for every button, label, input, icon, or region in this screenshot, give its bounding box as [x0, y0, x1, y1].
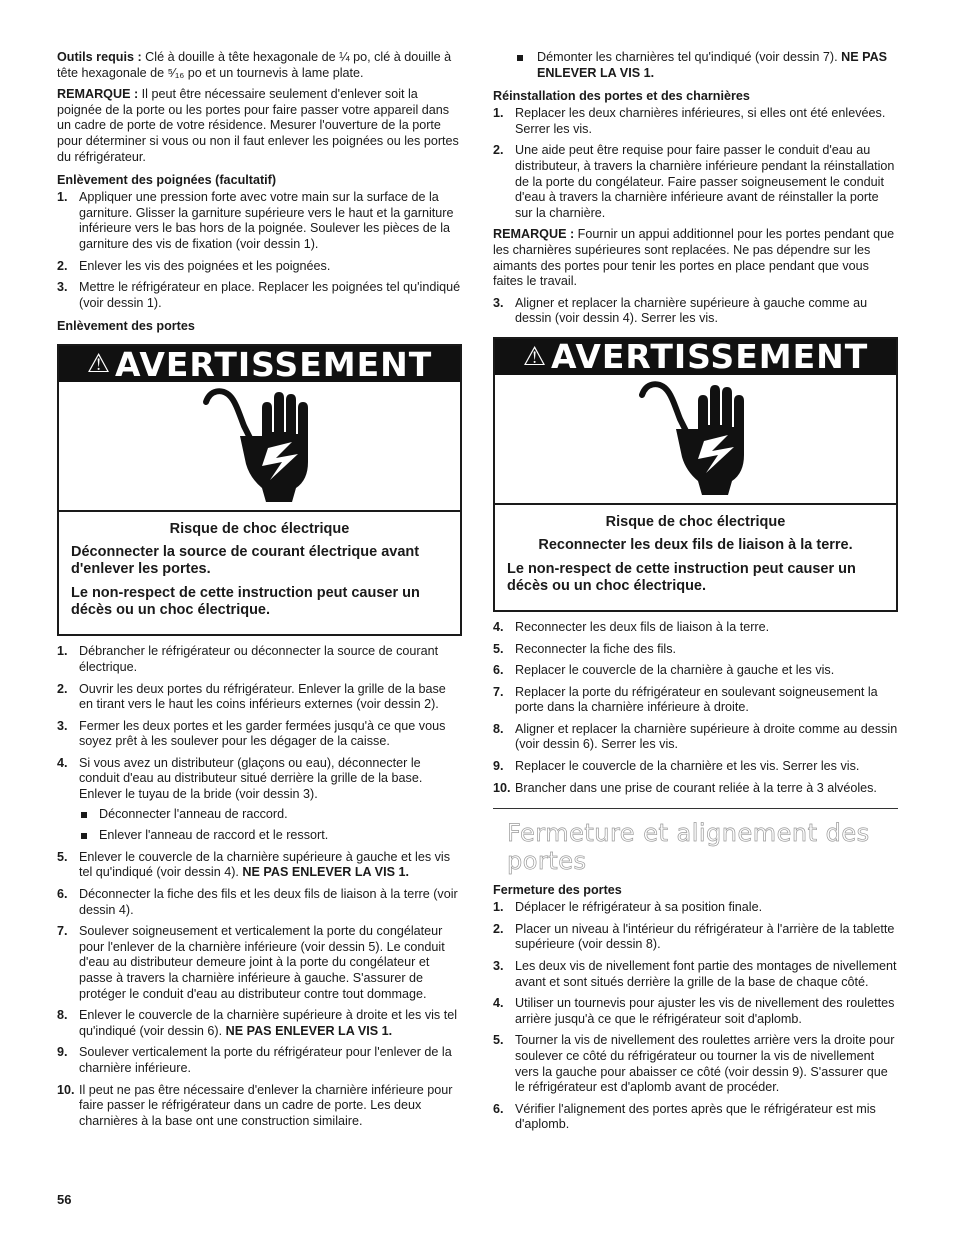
- list-item: [57, 924, 462, 1002]
- note-paragraph: [57, 87, 462, 165]
- step-number: 6.: [57, 887, 68, 902]
- step-text: Reconnecter les deux fils de liaison à la terre.: [515, 619, 770, 634]
- section-title: Fermeture et alignement des portes: [507, 819, 870, 876]
- step-number: 7.: [57, 924, 68, 939]
- list-item: [57, 887, 462, 918]
- step-number: 9.: [57, 1045, 68, 1060]
- list-item: [493, 922, 898, 953]
- step-text: Aligner et replacer la charnière supérieure à gauche comme au dessin (voir dessin 4). Serrer les vis.: [515, 295, 868, 326]
- note-label: REMARQUE :: [493, 227, 575, 242]
- step-number: 10.: [493, 780, 511, 795]
- step-number: 5.: [57, 849, 68, 864]
- warning-consequence: Le non-respect de cette instruction peut causer un décès ou un choc électrique.: [71, 585, 420, 619]
- step-number: 1.: [57, 190, 68, 205]
- step-number: 2.: [57, 258, 68, 273]
- step-text: Débrancher le réfrigérateur ou déconnecter la source de courant électrique.: [79, 644, 439, 674]
- step-number: 1.: [57, 644, 68, 659]
- step-number: 5.: [493, 641, 504, 656]
- note-paragraph: [493, 227, 898, 289]
- step-number: 2.: [57, 681, 68, 696]
- warning-consequence: Le non-respect de cette instruction peut causer un décès ou un choc électrique.: [507, 560, 856, 594]
- step-text: Replacer le couvercle de la charnière et les vis. Serrer les vis.: [515, 759, 860, 774]
- list-item: [57, 644, 462, 675]
- step-text: Il peut ne pas être nécessaire d'enlever la charnière inférieure pour faire passer le réfrigérateur dans un cadre de porte. Les deux charnières à la base ont une construction similaire.: [79, 1082, 453, 1128]
- warning-text: [495, 505, 896, 610]
- list-item: [57, 190, 462, 252]
- step-number: 6.: [493, 663, 504, 678]
- warning-header: [59, 346, 460, 382]
- list-item: [493, 642, 898, 658]
- warning-title: AVERTISSEMENT: [551, 337, 869, 377]
- warning-hazard: Risque de choc électrique: [169, 521, 350, 538]
- top-bullet: [493, 50, 898, 81]
- warning-hazard: Risque de choc électrique: [605, 513, 786, 530]
- step-number: 5.: [493, 1033, 504, 1048]
- step-number: 3.: [493, 295, 504, 310]
- right-column: [493, 50, 898, 1139]
- step-text: Reconnecter la fiche des fils.: [515, 641, 677, 656]
- step-number: 4.: [57, 755, 68, 770]
- list-item: [493, 759, 898, 775]
- warning-instruction: Reconnecter les deux fils de liaison à la terre.: [538, 536, 853, 553]
- list-item: [57, 1045, 462, 1076]
- tools-label: Outils requis :: [57, 50, 142, 64]
- warning-pictogram: [495, 375, 896, 505]
- warning-triangle-icon: ⚠: [86, 349, 112, 380]
- closing-heading: Fermeture des portes: [493, 883, 622, 898]
- step-number: 8.: [493, 721, 504, 736]
- step-number: 4.: [493, 996, 504, 1011]
- step-text: Soulever verticalement la porte du réfrigérateur pour l'enlever de la charnière inférieure.: [79, 1045, 452, 1075]
- step-text: Fermer les deux portes et les garder fermées jusqu'à ce que vous soyez prêt à les soulever pour les dégager de la caisse.: [79, 718, 446, 749]
- step-number: 1.: [493, 900, 504, 915]
- step-number: 10.: [57, 1082, 75, 1097]
- step-text: Enlever le couvercle de la charnière supérieure à droite et les vis tel qu'indiqué (voir dessin 6).: [79, 1008, 458, 1038]
- warning-pictogram: [59, 382, 460, 512]
- list-item: [57, 259, 462, 275]
- warning-box: [493, 337, 898, 612]
- closing-steps: [493, 900, 898, 1133]
- step-number: 7.: [493, 684, 504, 699]
- reinstall-step3: [493, 296, 898, 327]
- warning-triangle-icon: ⚠: [522, 341, 548, 372]
- note-text: Il peut être nécessaire seulement d'enlever soit la poignée de la porte ou les portes pour faire passer votre appareil dans un cadre de porte de votre résidence. Mesurer l'ouverture de la porte pour déterminer si vous ou non il faut enlever les poignées ou les portes du réfrigérateur.: [57, 87, 459, 164]
- list-item: [57, 850, 462, 881]
- step-text: Appliquer une pression forte avec votre main sur la surface de la garniture. Glisser la garniture supérieure vers le haut et la garniture inférieure vers le bas hors de la poignée. Soulever les pièces de la garniture des vis de fixation (voir dessin 1).: [79, 190, 454, 251]
- step-text: Enlever les vis des poignées et les poignées.: [79, 258, 331, 273]
- left-column: [57, 50, 462, 1135]
- list-item: [57, 1008, 462, 1039]
- step-text: Replacer la porte du réfrigérateur en soulevant soigneusement la porte dans la charnière inférieure à droite.: [515, 684, 878, 715]
- step-text: Vérifier l'alignement des portes après que le réfrigérateur est mis d'aplomb.: [515, 1101, 876, 1132]
- electric-shock-icon: [636, 377, 756, 501]
- step-text: Enlever le couvercle de la charnière supérieure à gauche et les vis tel qu'indiqué (voir dessin 4).: [79, 849, 451, 880]
- step-text: Les deux vis de nivellement font partie des montages de nivellement avant et sont situés derrière la grille de la base de chaque côté.: [515, 959, 897, 989]
- doors-heading: Enlèvement des portes: [57, 319, 195, 334]
- list-item: [493, 1102, 898, 1133]
- warning-header: [495, 339, 896, 375]
- step-text: Aligner et replacer la charnière supérieure à droite comme au dessin (voir dessin 6). Serrer les vis.: [515, 721, 898, 752]
- step4-bullets: [79, 807, 462, 844]
- list-item: [493, 106, 898, 137]
- step-number: 3.: [57, 280, 68, 295]
- list-item: [493, 296, 898, 327]
- warning-instruction: Déconnecter la source de courant électrique avant d'enlever les portes.: [71, 544, 420, 578]
- list-item: [493, 620, 898, 636]
- handles-steps: [57, 190, 462, 311]
- list-item: [57, 682, 462, 713]
- step-number: 4.: [493, 619, 504, 634]
- handles-heading: Enlèvement des poignées (facultatif): [57, 173, 277, 188]
- list-item: Enlever l'anneau de raccord et le ressort.: [79, 828, 462, 844]
- list-item: [57, 756, 462, 844]
- step-text: Si vous avez un distributeur (glaçons ou eau), déconnecter le conduit d'eau au distributeur situé derrière la grille de la base. Enlever le tuyau de la bride (voir dessin 3).: [79, 755, 423, 802]
- list-item: [57, 1083, 462, 1130]
- step-number: 6.: [493, 1101, 504, 1116]
- warning-text: [59, 512, 460, 634]
- list-item: [493, 781, 898, 797]
- list-item: [493, 722, 898, 753]
- list-item: [493, 663, 898, 679]
- step-text: Soulever soigneusement et verticalement la porte du congélateur pour l'enlever de la charnière inférieure (voir dessin 5). Le conduit d'eau au distributeur demeure joint à la porte du congélateur et passe à travers la charnière inférieure à gauche. S'assurer de protéger le conduit d'eau au distributeur contre tout dommage.: [79, 924, 445, 1001]
- list-item: [493, 900, 898, 916]
- warning-title: AVERTISSEMENT: [115, 344, 433, 384]
- list-item: [57, 280, 462, 311]
- step-text: Déplacer le réfrigérateur à sa position finale.: [515, 900, 763, 915]
- step-strong-text: NE PAS ENLEVER LA VIS 1.: [242, 865, 409, 880]
- step-text: Tourner la vis de nivellement des roulettes arrière vers la droite pour soulever ce côté du réfrigérateur ou tourner la vis de nivellement vers la gauche pour abaisser ce côté (voir dessin 9). S'assurer que le réfrigérateur est d'aplomb avant de procéder.: [515, 1033, 895, 1095]
- step-text: Mettre le réfrigérateur en place. Replacer les poignées tel qu'indiqué (voir dessin 1).: [79, 280, 461, 310]
- step-number: 8.: [57, 1008, 68, 1023]
- tools-text: Clé à douille à tête hexagonale de ¼ po, clé à douille à tête hexagonale de ⁵⁄₁₆ po et un tournevis à lame plate.: [57, 50, 452, 80]
- step-text: Déconnecter la fiche des fils et les deux fils de liaison à la terre (voir dessin 4).: [79, 887, 458, 917]
- step-text: Une aide peut être requise pour faire passer le conduit d'eau au distributeur, à travers la charnière inférieure pendant la réinstallation de la porte du congélateur. Faire passer soigneusement le conduit d'eau à travers la charnière inférieure avant de réinstaller la porte sur la charnière.: [515, 143, 895, 220]
- list-item: [57, 719, 462, 750]
- step-number: 2.: [493, 921, 504, 936]
- list-item: [493, 959, 898, 990]
- warning-box: [57, 344, 462, 636]
- step-text: Replacer les deux charnières inférieures, si elles ont été enlevées. Serrer les vis.: [515, 106, 886, 136]
- tools-paragraph: [57, 50, 462, 81]
- list-item: [493, 996, 898, 1027]
- step-text: Placer un niveau à l'intérieur du réfrigérateur à l'arrière de la tablette supérieure (voir dessin 8).: [515, 921, 895, 952]
- note-label: REMARQUE :: [57, 87, 139, 102]
- step-text: Replacer le couvercle de la charnière à gauche et les vis.: [515, 663, 835, 678]
- list-item: [493, 1033, 898, 1095]
- page-number: 56: [57, 1192, 72, 1207]
- reinstall-steps: [493, 106, 898, 221]
- bullet-strong-text: NE PAS ENLEVER LA VIS 1.: [537, 50, 888, 80]
- step-number: 1.: [493, 106, 504, 121]
- step-text: Ouvrir les deux portes du réfrigérateur. Enlever la grille de la base en tirant vers le haut les coins inférieurs externes (voir dessin 2).: [79, 681, 446, 712]
- bullet-text: Démonter les charnières tel qu'indiqué (voir dessin 7).: [537, 50, 842, 64]
- list-item: [493, 143, 898, 221]
- step-number: 3.: [493, 959, 504, 974]
- reinstall-heading: Réinstallation des portes et des charnières: [493, 89, 750, 104]
- list-item: Déconnecter l'anneau de raccord.: [79, 807, 462, 823]
- reconnect-steps: [493, 620, 898, 796]
- section-divider: [493, 808, 898, 809]
- step-text: Brancher dans une prise de courant reliée à la terre à 3 alvéoles.: [515, 780, 877, 795]
- list-item: [493, 50, 898, 81]
- step-text: Utiliser un tournevis pour ajuster les vis de nivellement des roulettes arrière jusqu'à ce que le réfrigérateur soit d'aplomb.: [515, 996, 895, 1026]
- step-number: 9.: [493, 759, 504, 774]
- step-strong-text: NE PAS ENLEVER LA VIS 1.: [225, 1023, 393, 1038]
- electric-shock-icon: [200, 384, 320, 508]
- removal-steps: [57, 644, 462, 1129]
- list-item: [493, 685, 898, 716]
- step-number: 2.: [493, 143, 504, 158]
- note-text: Fournir un appui additionnel pour les portes pendant que les charnières supérieures sont replacées. Ne pas dépendre sur les aimants des portes pour tenir les portes en place pendant que vous faites le travail.: [493, 227, 895, 289]
- step-number: 3.: [57, 718, 68, 733]
